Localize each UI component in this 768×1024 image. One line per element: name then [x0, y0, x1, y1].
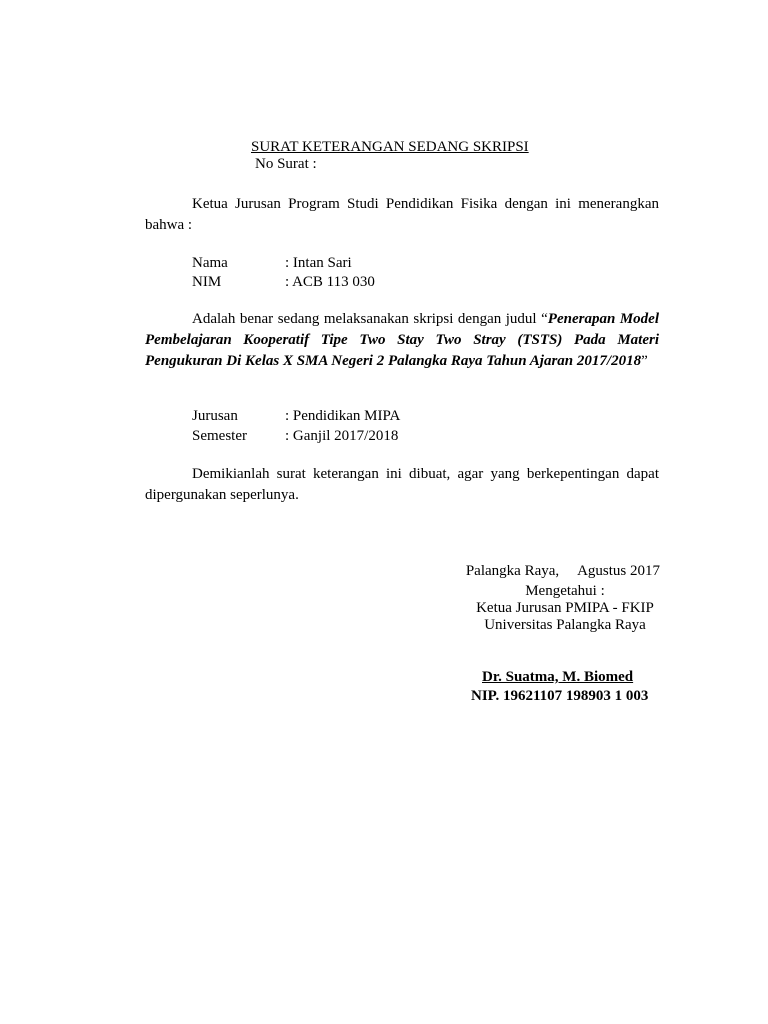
field-label: Jurusan	[192, 408, 238, 424]
statement-suffix: ”	[641, 353, 648, 369]
intro-line-1: Ketua Jurusan Program Studi Pendidikan Fisika dengan ini menerangkan	[192, 196, 659, 212]
statement-prefix: Adalah benar sedang melaksanakan skripsi dengan judul “	[192, 311, 548, 327]
place-date: Palangka Raya, Agustus 2017	[465, 563, 660, 579]
thesis-title: Penerapan Model Pembelajaran Kooperatif Tipe Two Stay Two Stray (TSTS) Pada Materi Pengukuran Di Kelas X SMA Negeri 2 Palangka Raya Tahun Ajaran 2017/2018	[145, 311, 659, 369]
signatory-nip: NIP. 19621107 198903 1 003	[471, 688, 649, 704]
field-semester	[192, 428, 398, 445]
field-value: : Ganjil 2017/2018	[285, 428, 399, 444]
intro-line-2: bahwa :	[145, 217, 193, 233]
field-label: NIM	[192, 274, 222, 290]
field-value: : Intan Sari	[285, 255, 352, 271]
letter-title: SURAT KETERANGAN SEDANG SKRIPSI	[251, 139, 529, 155]
signatory-position: Ketua Jurusan PMIPA - FKIP	[476, 600, 654, 616]
field-value: : Pendidikan MIPA	[285, 408, 401, 424]
closing-paragraph: Demikianlah surat keterangan ini dibuat, agar yang berkepentingan dapat dipergunakan seperlunya.	[145, 466, 659, 503]
field-value: : ACB 113 030	[285, 274, 375, 290]
letter-number: No Surat :	[255, 156, 317, 172]
field-label: Nama	[192, 255, 228, 271]
field-label: Semester	[192, 428, 247, 444]
statement-paragraph	[145, 309, 659, 372]
acknowledged-label: Mengetahui :	[525, 583, 605, 599]
signatory-name: Dr. Suatma, M. Biomed	[482, 669, 634, 685]
field-nim	[192, 274, 375, 291]
signatory-institution: Universitas Palangka Raya	[484, 617, 646, 633]
field-jurusan	[192, 408, 400, 425]
intro-paragraph	[145, 194, 659, 236]
field-nama	[192, 255, 352, 272]
